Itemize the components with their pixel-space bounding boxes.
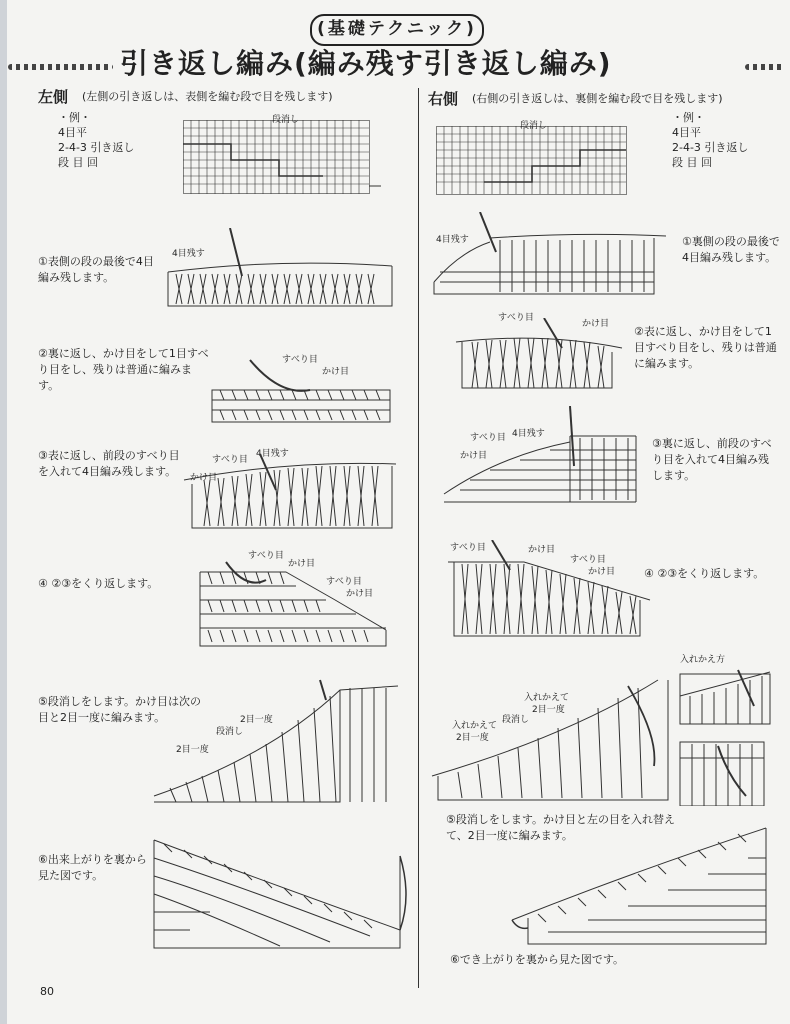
right-step-2-text: ②表に返し、かけ目をして1目すべり目をし、残りは普通に編みます。 <box>634 325 777 370</box>
left-step-6-figure <box>150 836 410 952</box>
left-step-4-text: ④ ②③をくり返します。 <box>38 577 159 590</box>
example-line: 2-4-3 引き返し <box>672 141 749 154</box>
step-label: すべり目 <box>282 355 318 365</box>
step-label: かけ目 <box>528 545 556 555</box>
right-example <box>672 110 748 170</box>
step-label: すべり目 <box>326 577 362 587</box>
step-label: かけ目 <box>460 451 488 461</box>
step-label: すべり目 <box>470 433 506 443</box>
step-label: かけ目 <box>346 589 374 599</box>
right-step-4-figure <box>444 540 654 640</box>
page-title: 引き返し編み(編み残す引き返し編み) <box>120 47 612 80</box>
left-step-5-figure <box>150 676 400 806</box>
example-line: 4目平 <box>672 126 701 139</box>
step-label: 2目一度 <box>456 733 489 743</box>
step-label: かけ目 <box>288 559 316 569</box>
left-step-4-figure <box>196 560 391 650</box>
right-step-6-figure <box>508 820 770 948</box>
right-step-6-text: ⑥でき上がりを裏から見た図です。 <box>450 953 624 966</box>
left-step-3-text: ③表に返し、前段のすべり目を入れて4目編み残します。 <box>38 449 180 478</box>
left-stitch-chart <box>183 120 383 196</box>
right-step-3-text: ③裏に返し、前段のすべり目を入れて4目編み残します。 <box>652 437 772 482</box>
left-step-2-figure <box>210 356 395 426</box>
example-line: 2-4-3 引き返し <box>58 141 135 154</box>
left-heading: 左側 <box>38 88 69 106</box>
step-label: すべり目 <box>450 543 486 553</box>
step-label: すべり目 <box>212 455 248 465</box>
step-label: すべり目 <box>570 555 606 565</box>
chain-ornament-right <box>745 64 785 70</box>
step-label: 4目残す <box>436 235 469 245</box>
left-step-1-figure <box>160 228 400 308</box>
example-label: ・例・ <box>58 111 91 124</box>
left-step-5-text: ⑤段消しをします。かけ目は次の目と2目一度に編みます。 <box>38 695 201 724</box>
right-step-5-text: ⑤段消しをします。かけ目と左の目を入れ替えて、2目一度に編みます。 <box>446 813 675 842</box>
step-label: 段消し <box>216 727 244 737</box>
step-label: 2目一度 <box>532 705 565 715</box>
left-step-3-figure <box>180 450 400 530</box>
step-label: かけ目 <box>582 319 610 329</box>
step-label: かけ目 <box>588 567 616 577</box>
left-note: (左側の引き返しは、表側を編む段で目を残します) <box>82 90 333 103</box>
step-label: 入れかえ方 <box>680 655 726 665</box>
chart-label: 段消し <box>520 121 548 131</box>
step-label: 2目一度 <box>176 745 209 755</box>
right-heading: 右側 <box>428 90 459 108</box>
chart-label: 段消し <box>272 115 300 125</box>
step-label: 入れかえて <box>452 721 498 731</box>
step-label: すべり目 <box>498 313 534 323</box>
page-number: 80 <box>40 985 54 998</box>
step-label: かけ目 <box>190 473 218 483</box>
column-divider <box>418 88 419 988</box>
left-example <box>58 110 134 170</box>
right-step-5-figure <box>428 666 778 806</box>
example-line: 4目平 <box>58 126 87 139</box>
left-step-2-text: ②裏に返し、かけ目をして1目すべり目をし、残りは普通に編みます。 <box>38 347 209 392</box>
right-step-1-text: ①裏側の段の最後で4目編み残します。 <box>682 235 780 264</box>
right-step-4-text: ④ ②③をくり返します。 <box>644 567 765 580</box>
step-label: 段消し <box>502 715 530 725</box>
step-label: かけ目 <box>322 367 350 377</box>
step-label: すべり目 <box>248 551 284 561</box>
left-step-6-text: ⑥出来上がりを裏から見た図です。 <box>38 853 147 882</box>
step-label: 4目残す <box>172 249 205 259</box>
page-edge <box>0 0 7 1024</box>
step-label: 2目一度 <box>240 715 273 725</box>
example-line: 段 目 回 <box>58 156 98 169</box>
example-line: 段 目 回 <box>672 156 712 169</box>
step-label: 4目残す <box>512 429 545 439</box>
right-step-3-figure <box>440 406 640 506</box>
right-step-2-figure <box>452 318 632 394</box>
example-label: ・例・ <box>672 111 705 124</box>
right-stitch-chart <box>436 126 628 198</box>
step-label: 4目残す <box>256 449 289 459</box>
left-step-1-text: ①表側の段の最後で4目編み残します。 <box>38 255 154 284</box>
right-note: (右側の引き返しは、裏側を編む段で目を残します) <box>472 92 723 105</box>
right-step-1-figure <box>430 212 670 296</box>
section-subtitle: (基礎テクニック) <box>310 14 484 46</box>
chain-ornament-left <box>8 64 113 70</box>
step-label: 入れかえて <box>524 693 570 703</box>
